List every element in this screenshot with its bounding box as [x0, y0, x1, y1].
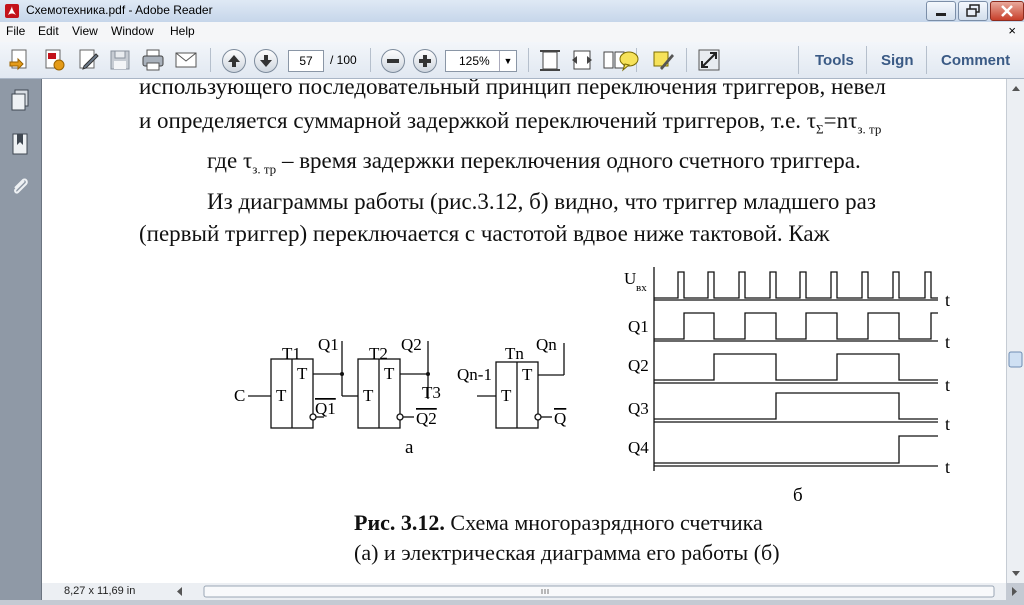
toolbar-separator	[370, 48, 371, 72]
paragraph-line-1: использующего последовательный принцип переключения триггеров, невел	[139, 79, 886, 99]
chevron-down-icon[interactable]: ▼	[499, 51, 516, 71]
t1-output-label: T	[297, 364, 308, 383]
tools-button[interactable]: Tools	[815, 52, 854, 69]
t1-input-label: T	[276, 386, 287, 405]
paragraph-line-4: Из диаграммы работы (рис.3.12, б) видно, что триггер младшего раз	[207, 189, 876, 214]
figure-caption-line-2: (а) и электрическая диаграмма его работы (б)	[354, 540, 780, 565]
t-axis-label: t	[945, 290, 951, 310]
formula-subscript: з. тр	[857, 121, 882, 137]
figure-3-12	[42, 79, 1006, 583]
q3-waveform	[654, 393, 938, 419]
attachments-icon[interactable]	[10, 175, 30, 197]
page-number-input[interactable]: 57	[288, 50, 324, 72]
q2-timing-label: Q2	[628, 356, 649, 375]
email-icon[interactable]	[174, 48, 198, 72]
caption-title: Схема многоразрядного счетчика	[444, 510, 763, 535]
scrollbar-graphics	[1007, 79, 1024, 583]
scroll-right-icon[interactable]	[1006, 583, 1024, 600]
title-bar	[0, 0, 1024, 23]
tn-label: Tn	[505, 344, 524, 363]
navigation-pane	[0, 79, 42, 600]
formula-text: и определяется суммарной задержкой переключений триггеров, т.е. τ	[139, 108, 817, 133]
q1-bar-label: Q1	[315, 399, 336, 418]
restore-icon	[959, 2, 987, 20]
vertical-scrollbar[interactable]	[1006, 79, 1024, 583]
toolbar-separator	[686, 48, 687, 72]
menu-window[interactable]: Window	[111, 24, 154, 38]
document-view[interactable]	[42, 79, 1006, 583]
menu-help[interactable]: Help	[170, 24, 195, 38]
toolbar-separator	[210, 48, 211, 72]
zoom-value: 125%	[459, 54, 490, 68]
arrow-up-icon	[223, 50, 245, 72]
bookmarks-icon[interactable]	[10, 133, 30, 155]
figure-a-label: а	[405, 437, 414, 458]
toolbar-separator	[528, 48, 529, 72]
zoom-in-button[interactable]	[413, 49, 437, 73]
q1-timing-label: Q1	[628, 317, 649, 336]
minimize-icon	[927, 2, 955, 20]
u-subscript: вх	[636, 282, 647, 294]
hscroll-thumb[interactable]	[204, 586, 994, 597]
print-icon[interactable]	[141, 48, 165, 72]
figure-caption	[354, 510, 763, 536]
toolbar-separator	[926, 46, 927, 74]
menu-edit[interactable]: Edit	[38, 24, 59, 38]
toolbar	[0, 42, 1024, 79]
line3-text: – время задержки переключения одного счетного триггера.	[276, 148, 861, 173]
q2-waveform	[654, 354, 938, 380]
edit-pdf-icon[interactable]	[76, 48, 100, 72]
fit-page-icon[interactable]	[538, 48, 562, 72]
comment-bubble-icon[interactable]	[617, 48, 641, 72]
page-size-label: 8,27 x 11,69 in	[64, 585, 136, 597]
plus-icon	[414, 50, 436, 72]
u-waveform	[654, 272, 938, 298]
paragraph-line-5: (первый триггер) переключается с частотой вдвое ниже тактовой. Каж	[139, 221, 830, 246]
window-title: Схемотехника.pdf - Adobe Reader	[26, 3, 213, 17]
page-total: / 100	[330, 53, 357, 67]
adobe-reader-icon	[4, 3, 20, 19]
menu-bar	[0, 22, 1024, 42]
close-icon	[991, 2, 1023, 20]
arrow-down-icon	[255, 50, 277, 72]
highlight-icon[interactable]	[651, 48, 675, 72]
scroll-left-icon[interactable]	[170, 583, 188, 600]
q2-bar-label: Q2	[416, 409, 437, 428]
q1-label: Q1	[318, 335, 339, 354]
formula-subscript: Σ	[816, 121, 824, 137]
menu-view[interactable]: View	[72, 24, 98, 38]
scroll-up-icon[interactable]	[1012, 86, 1020, 91]
q2-label: Q2	[401, 335, 422, 354]
zoom-select[interactable]	[445, 50, 517, 72]
minimize-button[interactable]	[926, 1, 956, 21]
u-label: U	[624, 269, 637, 288]
line3-prefix: где τ	[207, 148, 253, 173]
t1-label: T1	[282, 344, 301, 363]
t2-label: T2	[369, 344, 388, 363]
q3-timing-label: Q3	[628, 399, 649, 418]
timing-diagram	[654, 267, 938, 471]
t2-output-label: T	[384, 364, 395, 383]
t-axis-label: t	[945, 332, 951, 352]
export-pdf-icon[interactable]	[42, 48, 66, 72]
status-bar	[42, 583, 188, 600]
close-window-button[interactable]	[990, 1, 1024, 21]
scroll-down-icon[interactable]	[1012, 571, 1020, 576]
hscroll-graphics	[188, 583, 1006, 600]
tn-output-label: T	[522, 365, 533, 384]
toolbar-separator	[866, 46, 867, 74]
t-axis-label: t	[945, 414, 951, 434]
sign-button[interactable]: Sign	[881, 52, 914, 69]
input-c-label: C	[234, 386, 246, 405]
close-document-button[interactable]: ×	[1008, 23, 1016, 38]
q4-waveform	[654, 436, 938, 463]
comment-button[interactable]: Comment	[941, 52, 1011, 69]
save-icon[interactable]	[108, 48, 132, 72]
t-axis-label: t	[945, 457, 951, 477]
minus-icon	[382, 50, 404, 72]
qn1-label: Qn-1	[457, 365, 492, 384]
qn-label: Qn	[536, 335, 557, 354]
horizontal-scrollbar[interactable]	[188, 583, 1006, 600]
figure-b-label: б	[793, 485, 803, 506]
caption-number: Рис. 3.12.	[354, 510, 445, 535]
create-pdf-icon[interactable]	[8, 48, 32, 72]
page-thumbnails-icon[interactable]	[10, 89, 30, 111]
q-bar-label: Q	[554, 409, 567, 428]
fit-width-icon[interactable]	[570, 48, 594, 72]
t3-label: T3	[422, 383, 441, 402]
zoom-out-button[interactable]	[381, 49, 405, 73]
scroll-thumb[interactable]	[1009, 352, 1022, 367]
formula-eq: =nτ	[823, 108, 858, 133]
tn-input-label: T	[501, 386, 512, 405]
t2-input-label: T	[363, 386, 374, 405]
q1-waveform	[654, 313, 938, 339]
q4-timing-label: Q4	[628, 438, 649, 457]
expand-icon[interactable]	[697, 48, 721, 72]
line3-subscript: з. тр	[252, 161, 277, 177]
next-page-button[interactable]	[254, 49, 278, 73]
toolbar-separator	[798, 46, 799, 74]
menu-file[interactable]: File	[6, 24, 26, 38]
t-axis-label: t	[945, 375, 951, 395]
restore-button[interactable]	[958, 1, 988, 21]
previous-page-button[interactable]	[222, 49, 246, 73]
